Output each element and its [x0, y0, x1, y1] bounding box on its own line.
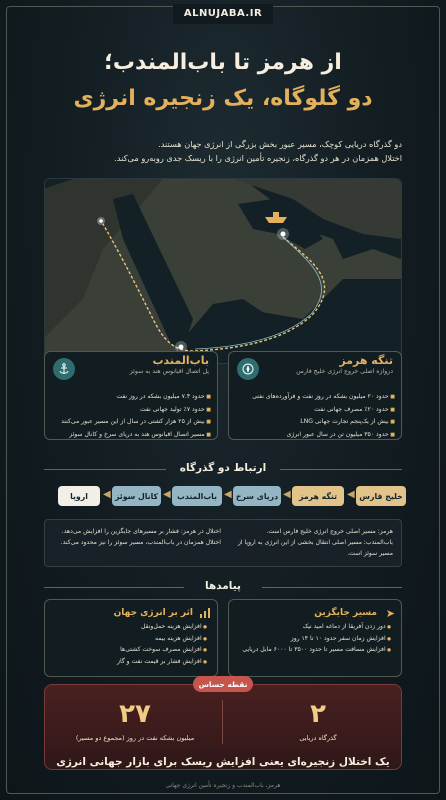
- conclusion-text: یک اختلال زنجیره‌ای یعنی افزایش ریسک برای بازار جهانی انرژی: [56, 756, 390, 768]
- bab-facts: [51, 391, 211, 441]
- compass-icon: [237, 358, 259, 380]
- energy-impact-list: [53, 622, 207, 668]
- chain-node: دریای سرخ: [233, 486, 281, 506]
- alt-route-list: [237, 622, 391, 657]
- explanation-line: اختلال در هرمز: فشار بر مسیرهای جایگزین را افزایش می‌دهد.: [61, 528, 221, 535]
- list-item: ■ بیش از ۲۵ هزار کشتی در سال از این مسیر عبور می‌کنند: [51, 416, 211, 429]
- intro-text: [44, 137, 402, 165]
- hormuz-facts: [235, 391, 395, 441]
- anchor-icon: [53, 358, 75, 380]
- energy-impact-card: [44, 599, 218, 677]
- consequences-title: پیامدها: [205, 580, 241, 592]
- energy-impact-title: اثر بر انرژی جهان: [113, 608, 193, 618]
- title-line-1: از هرمز تا باب‌المندب؛: [104, 50, 342, 75]
- footer-caption: هرمز، باب‌المندب و زنجیره تأمین انرژی جهانی: [165, 782, 281, 789]
- hormuz-card: [228, 351, 402, 440]
- chart-icon: [199, 607, 211, 622]
- arrow-left-icon: ◀: [163, 489, 171, 500]
- suez-point: [99, 219, 103, 223]
- arrow-left-icon: ◀: [283, 489, 291, 500]
- list-item: ● افزایش هزینه بیمه: [53, 634, 207, 646]
- list-item: ■ حدود ۷.۴ میلیون بشکه در روز نفت: [51, 391, 211, 404]
- bab-subtitle: پل اتصال اقیانوس هند به سوئز: [129, 368, 209, 375]
- list-item: ● افزایش مصرف سوخت کشتی‌ها: [53, 645, 207, 657]
- chain-explanation: [44, 519, 402, 567]
- intro-line-1: دو گذرگاه دریایی کوچک، مسیر عبور بخش بزرگی از انرژی جهان هستند.: [158, 139, 402, 149]
- route-icon: ➤: [385, 607, 395, 620]
- chain-node: کانال سوئز: [112, 486, 161, 506]
- stat-gateways-number: ۲: [310, 699, 326, 729]
- chain-section-title: ارتباط دو گذرگاه: [179, 462, 267, 474]
- explanation-right: [225, 526, 393, 559]
- hormuz-point: [281, 232, 286, 237]
- list-item: ■ حدود ۳۵۰ میلیون تن در سال عبور انرژی: [235, 429, 395, 442]
- list-item: ■ حدود ۷٪ تولید جهانی نفت: [51, 404, 211, 417]
- stat-gateways-label: گذرگاه دریایی: [299, 734, 337, 742]
- explanation-left: [53, 526, 221, 548]
- chain-node: باب‌المندب: [172, 486, 222, 506]
- explanation-line: مسیر سوئز است.: [347, 550, 393, 557]
- stat-barrels-label: میلیون بشکه نفت در روز (مجموع دو مسیر): [75, 734, 195, 742]
- chain-node: خلیج فارس: [356, 486, 406, 506]
- list-item: ● افزایش فشار بر قیمت نفت و گاز: [53, 657, 207, 669]
- stat-divider: [222, 700, 223, 744]
- list-item: ● دور زدن آفریقا از دماغه امید نیک: [237, 622, 391, 634]
- arrow-left-icon: ◀: [224, 489, 232, 500]
- explanation-line: باب‌المندب: مسیر اصلی انتقال بخشی از این انرژی به اروپا از: [237, 539, 393, 546]
- hormuz-card-header: [296, 354, 393, 375]
- title-line-2: دو گلوگاه، یک زنجیره انرژی: [73, 86, 373, 111]
- hormuz-subtitle: دروازه اصلی خروج انرژی خلیج فارس: [296, 368, 393, 375]
- region-map: [44, 178, 402, 364]
- chain-node: اروپا: [58, 486, 100, 506]
- hormuz-title: تنگه هرمز: [339, 354, 393, 367]
- list-item: ● افزایش هزینه حمل‌ونقل: [53, 622, 207, 634]
- list-item: ● افزایش زمان سفر حدود ۱۰ تا ۱۴ روز: [237, 634, 391, 646]
- list-item: ■ حدود ۲۰٪ مصرف جهانی نفت: [235, 404, 395, 417]
- list-item: ● افزایش مسافت مسیر تا حدود ۳۵۰۰ تا ۶۰۰۰ مایل دریایی: [237, 645, 391, 657]
- stat-barrels-number: ۲۷: [119, 699, 151, 729]
- chain-node: تنگه هرمز: [292, 486, 344, 506]
- bab-card: [44, 351, 218, 440]
- arrow-left-icon: ◀: [103, 489, 111, 500]
- explanation-line: اختلال همزمان در باب‌المندب، مسیر سوئز را نیز محدود می‌کند.: [60, 539, 221, 546]
- explanation-line: هرمز: مسیر اصلی خروج انرژی خلیج فارس است.: [266, 528, 393, 535]
- bab-title: باب‌المندب: [152, 354, 209, 367]
- list-item: ■ بیش از یک‌پنجم تجارت جهانی LNG: [235, 416, 395, 429]
- alt-route-card: [228, 599, 402, 677]
- bab-card-header: [130, 354, 209, 375]
- arrow-left-icon: ◀: [347, 489, 355, 500]
- alt-route-title: مسیر جایگزین: [314, 608, 377, 618]
- key-point-badge: نقطه حساس: [193, 676, 253, 692]
- list-item: ■ حدود ۲۰ میلیون بشکه در روز نفت و فرآورده‌های نفتی: [235, 391, 395, 404]
- bab-point: [179, 345, 184, 350]
- list-item: ■ مسیر اتصال اقیانوس هند به دریای سرخ و کانال سوئز: [51, 429, 211, 442]
- intro-line-2: اختلال همزمان در هر دو گذرگاه، زنجیره تأمین انرژی را با ریسک جدی روبه‌رو می‌کند.: [114, 153, 402, 163]
- map-illustration: [44, 179, 401, 364]
- brand-logo: ALNUJABA.IR: [183, 8, 263, 19]
